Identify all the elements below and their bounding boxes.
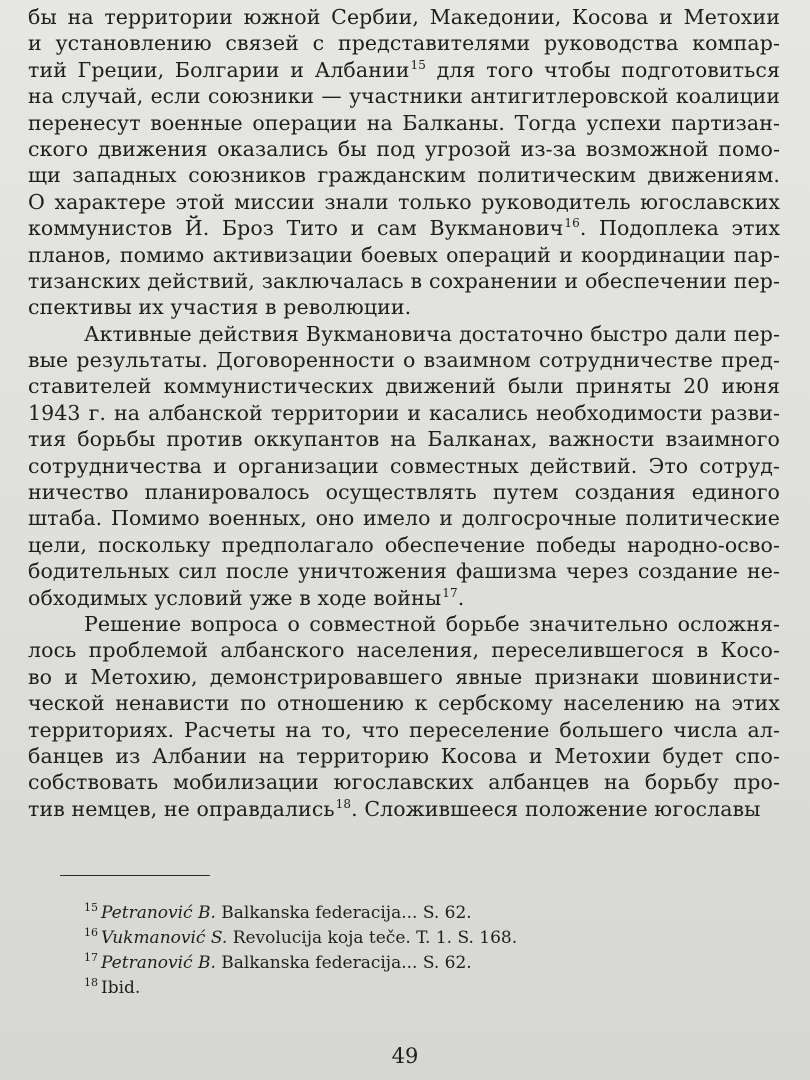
line-text: и установлению связей с представителями руководства компар-: [28, 31, 780, 56]
line-text: тий Греции, Болгарии и Албании: [28, 57, 410, 82]
text-line: [28, 110, 780, 136]
line-text: планов, помимо активизации боевых операций и координации пар-: [28, 242, 780, 267]
text-line: [28, 664, 780, 690]
text-line: [28, 57, 780, 83]
footnote-number: 18: [84, 976, 98, 990]
text-line: [28, 479, 780, 505]
footnote: [84, 951, 764, 976]
line-text-tail: . Сложившееся положение югославы: [351, 796, 761, 821]
text-line: [28, 453, 780, 479]
line-text: лось проблемой албанского населения, переселившегося в Косо-: [28, 638, 780, 663]
line-text: тизанских действий, заключалась в сохранении и обеспечении пер-: [28, 268, 780, 293]
text-line: [28, 4, 780, 30]
line-text: 1943 г. на албанской территории и касались необходимости разви-: [28, 400, 780, 425]
footnote: [84, 901, 764, 926]
line-text: сотрудничества и организации совместных действий. Это сотруд-: [28, 453, 780, 478]
line-text: тия борьбы против оккупантов на Балканах, важности взаимного: [28, 427, 780, 452]
line-text: территориях. Расчеты на то, что переселение большего числа ал-: [28, 717, 780, 742]
text-line: [28, 215, 780, 241]
line-text: цели, поскольку предполагало обеспечение победы народно-осво-: [28, 532, 780, 557]
text-line: [28, 136, 780, 162]
text-line: [28, 690, 780, 716]
footnote-text: Revolucija koja teče. T. 1. S. 168.: [227, 928, 518, 948]
text-line: [28, 321, 780, 347]
footnote-reference: 18: [335, 796, 352, 811]
text-line: [28, 294, 780, 320]
line-text: ского движения оказались бы под угрозой из-за возможной помо-: [28, 136, 780, 161]
line-text: щи западных союзников гражданским политическим движениям.: [28, 163, 780, 188]
text-line: [28, 189, 780, 215]
text-line: [28, 162, 780, 188]
line-text-tail: для того чтобы подготовиться: [425, 57, 780, 82]
line-text-tail: .: [457, 585, 465, 610]
footnote-text: Balkanska federacija... S. 62.: [215, 953, 472, 973]
text-line: [28, 769, 780, 795]
text-line: [28, 585, 780, 611]
text-line: [28, 347, 780, 373]
text-line: [28, 426, 780, 452]
footnote-text: Balkanska federacija... S. 62.: [215, 903, 472, 923]
footnote-separator: [60, 875, 210, 876]
text-line: [28, 611, 780, 637]
line-text: тив немцев, не оправдались: [28, 796, 335, 821]
text-line: [28, 373, 780, 399]
line-text: перенесут военные операции на Балканы. Тогда успехи партизан-: [28, 110, 780, 135]
footnotes: [84, 901, 764, 1001]
text-line: [28, 637, 780, 663]
line-text: вые результаты. Договоренности о взаимном сотрудничестве пред-: [28, 348, 780, 373]
line-text: бы на территории южной Сербии, Македонии, Косова и Метохии: [28, 5, 780, 29]
text-line: [28, 242, 780, 268]
line-text: ческой ненависти по отношению к сербскому населению на этих: [28, 691, 780, 716]
line-text: Решение вопроса о совместной борьбе значительно осложня-: [84, 611, 780, 636]
line-text: обходимых условий уже в ходе войны: [28, 585, 442, 610]
text-line: [28, 717, 780, 743]
text-line: [28, 400, 780, 426]
line-text: во и Метохию, демонстрировавшего явные признаки шовинисти-: [28, 664, 780, 689]
text-line: [28, 796, 780, 822]
footnote-author: Petranović B.: [101, 953, 216, 973]
footnote-reference: 15: [410, 57, 426, 72]
line-text: банцев из Албании на территорию Косова и Метохии будет спо-: [28, 743, 780, 768]
footnote-number: 17: [84, 951, 98, 965]
line-text: Активные действия Вукмановича достаточно быстро дали пер-: [84, 321, 780, 346]
text-line: [28, 505, 780, 531]
footnote-number: 15: [84, 901, 98, 915]
line-text: собствовать мобилизации югославских албанцев на борьбу про-: [28, 770, 780, 795]
line-text: ставителей коммунистических движений были приняты 20 июня: [28, 374, 780, 399]
line-text: О характере этой миссии знали только руководитель югославских: [28, 189, 780, 214]
text-line: [28, 743, 780, 769]
footnote-text: Ibid.: [101, 978, 141, 998]
page-number: 49: [391, 1044, 419, 1068]
text-line: [28, 83, 780, 109]
line-text: бодительных сил после уничтожения фашизма через создание не-: [28, 559, 780, 584]
line-text: на случай, если союзники — участники антигитлеровской коалиции: [28, 84, 780, 109]
line-text: коммунистов Й. Броз Тито и сам Вукманович: [28, 216, 564, 241]
footnote-reference: 17: [442, 585, 458, 600]
text-line: [28, 30, 780, 56]
text-line: [28, 558, 780, 584]
footnote-number: 16: [84, 926, 98, 940]
footnote-author: Petranović B.: [101, 903, 216, 923]
line-text: спективы их участия в революции.: [28, 295, 412, 320]
text-line: [28, 268, 780, 294]
line-text-tail: . Подоплека этих: [579, 216, 780, 241]
line-text: штаба. Помимо военных, оно имело и долгосрочные политические: [28, 506, 780, 531]
footnote: [84, 926, 764, 951]
footnote: [84, 976, 764, 1001]
text-line: [28, 532, 780, 558]
footnote-author: Vukmanović S.: [101, 928, 228, 948]
footnote-reference: 16: [564, 216, 580, 231]
line-text: ничество планировалось осуществлять путем создания единого: [28, 480, 780, 505]
main-text: [28, 4, 780, 822]
